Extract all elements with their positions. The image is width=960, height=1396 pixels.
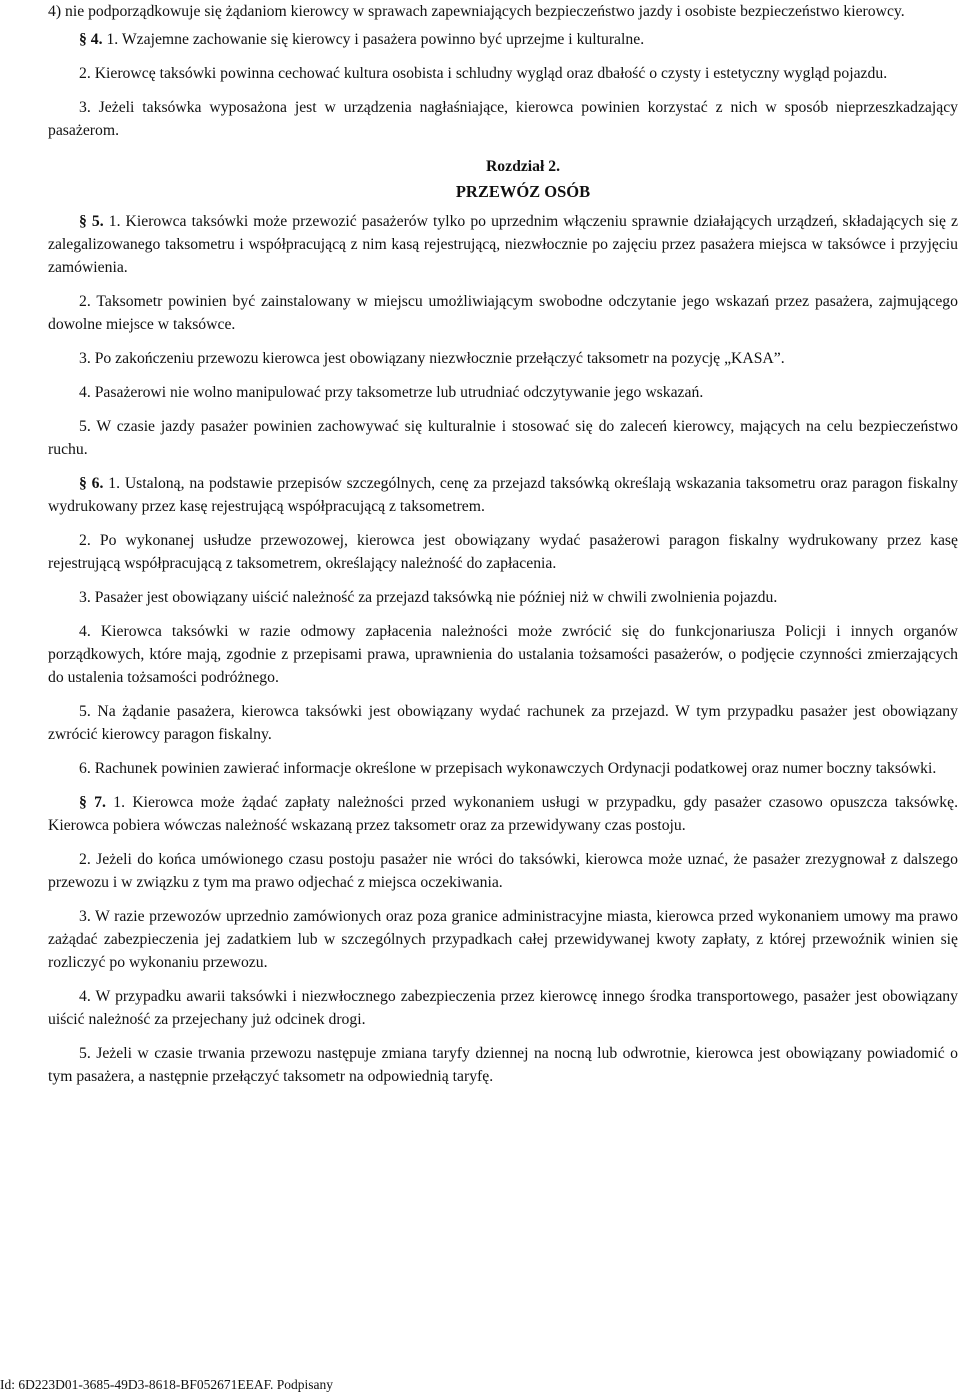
section-6-paragraph-3: 3. Pasażer jest obowiązany uiścić należność za przejazd taksówką nie później niż w chwili zwolnienia pojazdu. — [79, 589, 778, 606]
section-7-paragraph-4: 4. W przypadku awarii taksówki i niezwłocznego zabezpieczenia przez kierowcę innego środka transportowego, pasażer jest obowiązany uiścić należność za przejechany już odcinek drogi. — [48, 988, 958, 1028]
section-6-paragraph-5: 5. Na żądanie pasażera, kierowca taksówki jest obowiązany wydać rachunek za przejazd. W tym przypadku pasażer jest obowiązany zwrócić kierowcy paragon fiskalny. — [48, 703, 958, 743]
section-5-paragraph-5: 5. W czasie jazdy pasażer powinien zachowywać się kulturalnie i stosować się do zaleceń kierowcy, mających na celu bezpieczeństwo ruchu. — [48, 418, 958, 458]
document-id-footer: Id: 6D223D01-3685-49D3-8618-BF052671EEAF. Podpisany — [0, 1377, 334, 1392]
section-7-marker: § 7. — [79, 794, 106, 811]
section-7-paragraph-2: 2. Jeżeli do końca umówionego czasu postoju pasażer nie wróci do taksówki, kierowca może uznać, że pasażer zrezygnował z dalszego przewozu i w związku z tym ma prawo odjechać z miejsca oczekiwania. — [48, 851, 958, 891]
item-4-paragraph: 4) nie podporządkowuje się żądaniom kierowcy w sprawach zapewniających bezpieczeństwo jazdy i osobiste bezpieczeństwo kierowcy. — [48, 3, 905, 20]
section-5-paragraph-3: 3. Po zakończeniu przewozu kierowca jest obowiązany niezwłocznie przełączyć taksometr na pozycję „KASA”. — [79, 350, 785, 367]
document-body — [48, 0, 958, 1088]
section-4-paragraph-3: 3. Jeżeli taksówka wyposażona jest w urządzenia nagłaśniające, kierowca powinien korzystać z nich w sposób nieprzeszkadzający pasażerom. — [48, 99, 958, 139]
section-6-paragraph-6: 6. Rachunek powinien zawierać informacje określone w przepisach wykonawczych Ordynacji podatkowej oraz numer boczny taksówki. — [79, 760, 937, 777]
section-5-marker: § 5. — [79, 213, 104, 230]
section-7-text-1: 1. Kierowca może żądać zapłaty należności przed wykonaniem usługi w przypadku, gdy pasażer czasowo opuszcza taksówkę. Kierowca pobiera wówczas należność wskazaną przez taksometr oraz za przewidywany czas postoju. — [48, 794, 958, 834]
section-5-text-1: 1. Kierowca taksówki może przewozić pasażerów tylko po uprzednim włączeniu sprawnie działających urządzeń, składających się z zalegalizowanego taksometru i współpracującą z nim kasą rejestrującą, niezwłocznie po zajęciu przez pasażera miejsca w taksówce i przyjęciu zamówienia. — [48, 213, 959, 276]
section-6-paragraph-1 — [48, 472, 958, 518]
section-7-paragraph-1 — [48, 791, 958, 837]
section-4-text-1: 1. Wzajemne zachowanie się kierowcy i pasażera powinno być uprzejme i kulturalne. — [106, 31, 645, 48]
chapter-label: Rozdział 2. — [485, 158, 561, 175]
section-4-paragraph-1 — [48, 28, 958, 51]
section-7-paragraph-5: 5. Jeżeli w czasie trwania przewozu następuje zmiana taryfy dziennej na nocną lub odwrotnie, kierowca jest obowiązany powiadomić o tym pasażera, a następnie przełączyć taksometr na odpowiednią taryfę. — [48, 1045, 958, 1085]
section-4-marker: § 4. — [79, 31, 103, 48]
section-6-paragraph-2: 2. Po wykonanej usłudze przewozowej, kierowca jest obowiązany wydać pasażerowi paragon fiskalny wydrukowany przez kasę rejestrującą współpracującą z taksometrem, określający należność do zapłacenia. — [48, 532, 958, 572]
section-5-paragraph-4: 4. Pasażerowi nie wolno manipulować przy taksometrze lub utrudniać odczytywanie jego wskazań. — [79, 384, 704, 401]
section-4-paragraph-2: 2. Kierowcę taksówki powinna cechować kultura osobista i schludny wygląd oraz dbałość o czysty i estetyczny wygląd pojazdu. — [79, 65, 888, 82]
chapter-title: PRZEWÓZ OSÓB — [455, 182, 591, 201]
section-7-paragraph-3: 3. W razie przewozów uprzednio zamówionych oraz poza granice administracyjne miasta, kierowca przed wykonaniem umowy ma prawo zażądać zabezpieczenia jej zadatkiem lub w szczególnych przypadkach całej przewidywanej kwoty zapłaty, z której przewoźnik winien się rozliczyć po wykonaniu przewozu. — [48, 908, 958, 971]
section-6-text-1: 1. Ustaloną, na podstawie przepisów szczególnych, cenę za przejazd taksówką określają wskazania taksometru oraz paragon fiskalny wydrukowany przez kasę rejestrującą współpracującą z taksometrem. — [48, 475, 959, 515]
section-6-marker: § 6. — [79, 475, 104, 492]
section-5-paragraph-2: 2. Taksometr powinien być zainstalowany w miejscu umożliwiającym swobodne odczytanie jego wskazań przez pasażera, zajmującego dowolne miejsce w taksówce. — [48, 293, 958, 333]
section-6-paragraph-4: 4. Kierowca taksówki w razie odmowy zapłacenia należności może zwrócić się do funkcjonariusza Policji i innych organów porządkowych, które mają, zgodnie z przepisami prawa, uprawnienia do ustalania tożsamości pasażerów, o podjęcie czynności zmierzających do ustalenia tożsamości podróżnego. — [48, 623, 958, 686]
section-5-paragraph-1 — [48, 210, 958, 279]
